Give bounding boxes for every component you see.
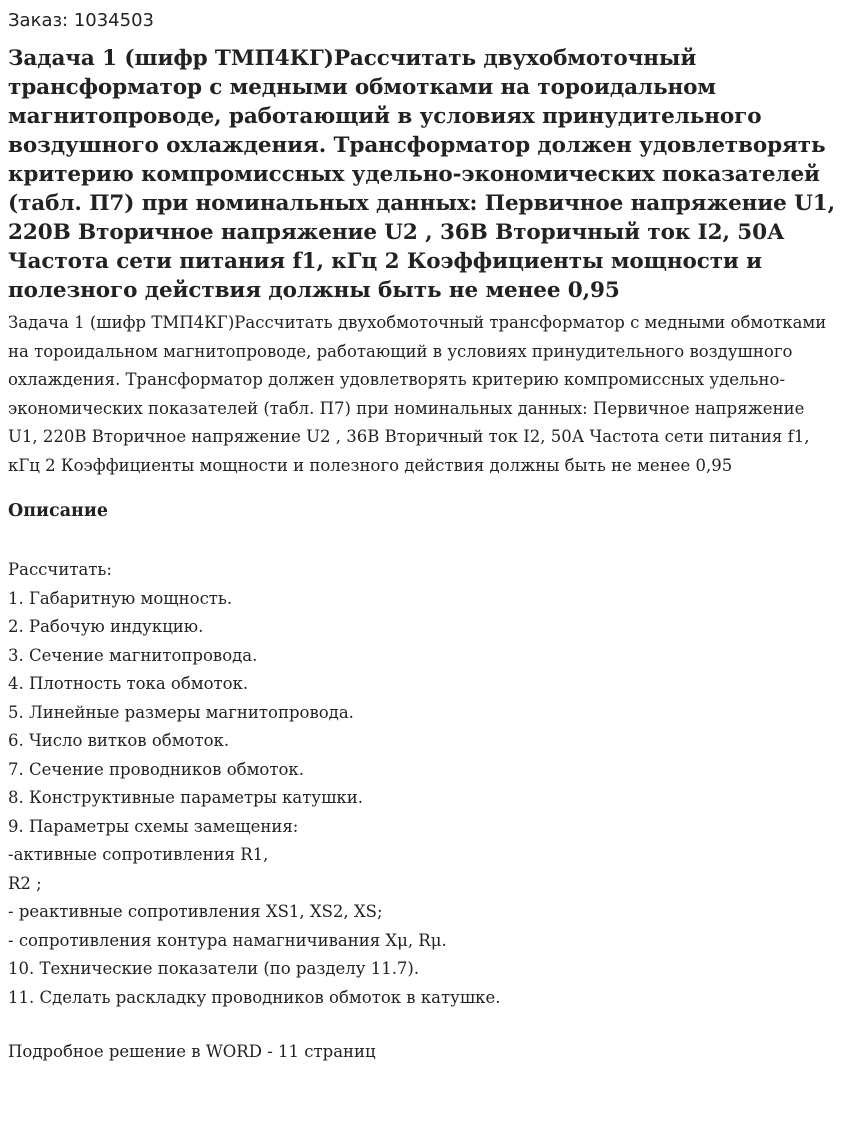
description-list [8,556,839,1012]
list-item: R2 ; [8,873,42,893]
list-item: 4. Плотность тока обмоток. [8,674,249,693]
description-heading: Описание [8,501,108,521]
list-item: 3. Сечение магнитопровода. [8,645,258,665]
task-summary: Задача 1 (шифр ТМП4КГ)Рассчитать двухобмоточный трансформатор с медными обмотками на тороидальном магнитопроводе, работающий в условиях принудительного воздушного охлаждения. Трансформатор должен удовлетворять критерию компромиссных удельно-экономических показателей (табл. П7) при номинальных данных: Первичное напряжение U1, 220В Вторичное напряжение U2 , 36В Вторичный ток I2, 50А Частота сети питания f1, кГц 2 Коэффициенты мощности и полезного действия должны быть не менее 0,95 [8,313,827,475]
solution-note: Подробное решение в WORD - 11 страниц [8,1042,376,1061]
list-item: 1. Габаритную мощность. [8,588,233,608]
list-item: 10. Технические показатели (по разделу 11.7). [8,959,420,978]
list-item: 2. Рабочую индукцию. [8,617,204,636]
order-number: Заказ: 1034503 [8,10,154,31]
list-item: 8. Конструктивные параметры катушки. [8,788,363,807]
list-item: - реактивные сопротивления XS1, XS2, XS; [8,902,383,921]
task-title: Задача 1 (шифр ТМП4КГ)Рассчитать двухобмоточный трансформатор с медными обмотками на тороидальном магнитопроводе, работающий в условиях принудительного воздушного охлаждения. Трансформатор должен удовлетворять критерию компромиссных удельно-экономических показателей (табл. П7) при номинальных данных: Первичное напряжение U1, 220В Вторичное напряжение U2 , 36В Вторичный ток I2, 50А Частота сети питания f1, кГц 2 Коэффициенты мощности и полезного действия должны быть не менее 0,95 [8,46,835,303]
list-item: 9. Параметры схемы замещения: [8,816,299,836]
list-item: - сопротивления контура намагничивания Xμ, Rμ. [8,930,447,950]
list-item: 5. Линейные размеры магнитопровода. [8,702,354,722]
list-item: 6. Число витков обмоток. [8,731,230,750]
list-item: Рассчитать: [8,560,112,579]
list-item: -активные сопротивления R1, [8,845,269,864]
list-item: 11. Сделать раскладку проводников обмоток в катушке. [8,987,501,1007]
list-item: 7. Сечение проводников обмоток. [8,759,304,779]
